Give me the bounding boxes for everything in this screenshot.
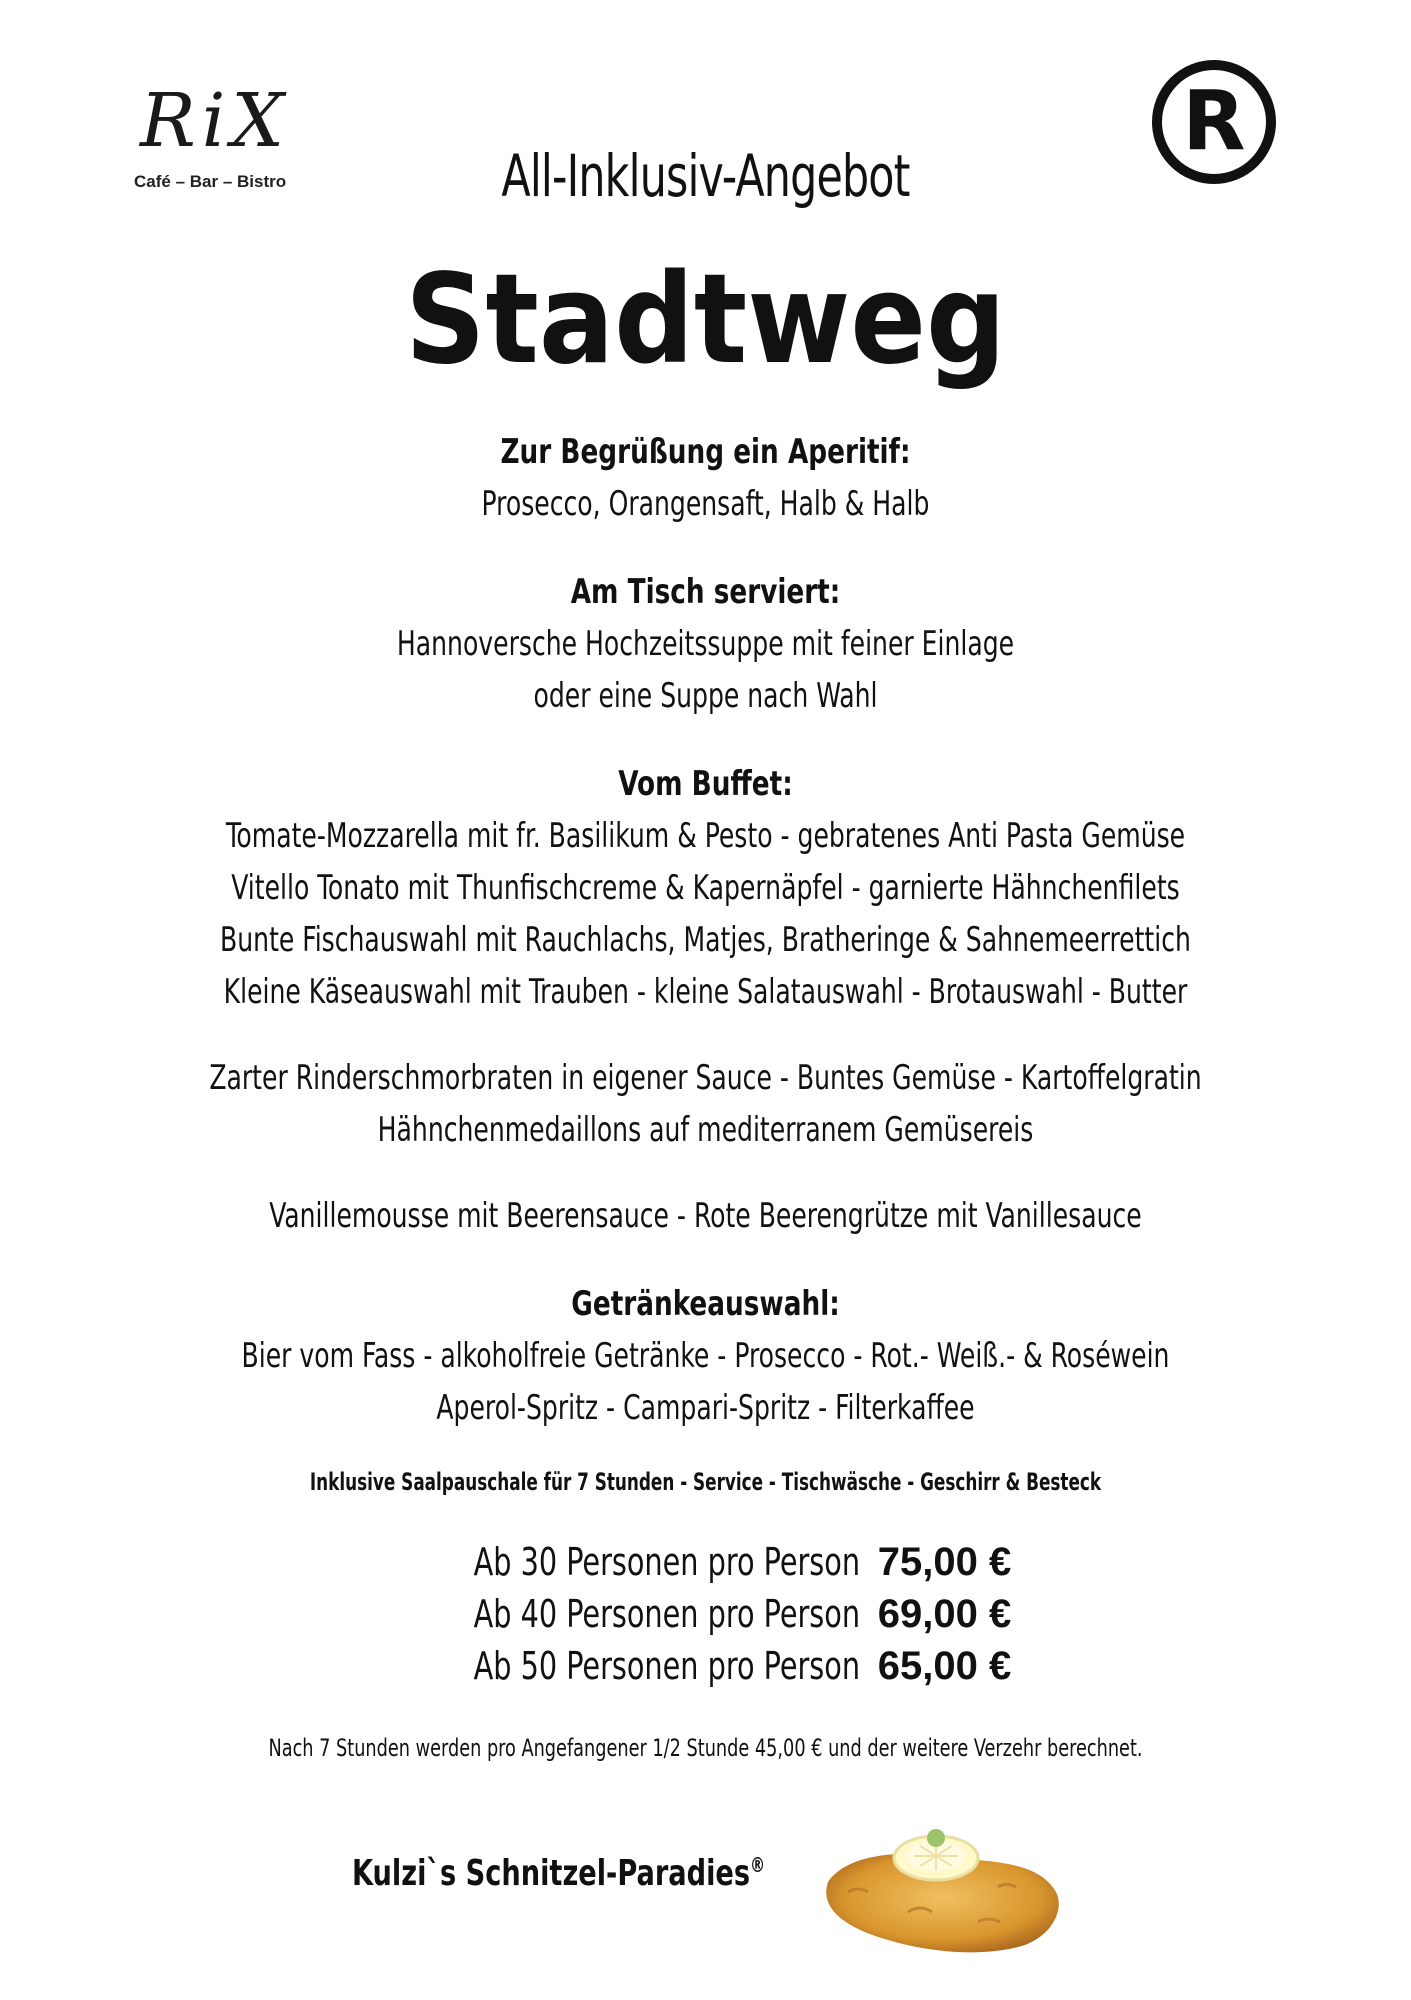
rix-logo-text: RiX (140, 78, 291, 164)
drinks-line: Bier vom Fass - alkoholfreie Getränke - Prosecco - Rot.- Weiß.- & Roséwein (241, 1336, 1170, 1376)
page-title: Stadtweg (405, 248, 1006, 392)
drinks-heading: Getränkeauswahl: (571, 1284, 840, 1324)
aperitif-heading: Zur Begrüßung ein Aperitif: (500, 432, 911, 472)
buffet-line: Tomate-Mozzarella mit fr. Basilikum & Pesto - gebratenes Anti Pasta Gemüse (225, 816, 1186, 856)
inclusive-note: Inklusive Saalpauschale für 7 Stunden - Service - Tischwäsche - Geschirr & Besteck (309, 1468, 1102, 1496)
buffet-line: Kleine Käseauswahl mit Trauben - kleine Salatauswahl - Brotauswahl - Butter (223, 972, 1188, 1012)
table-service-line-1: Hannoversche Hochzeitssuppe mit feiner Einlage (396, 624, 1015, 664)
price-row (0, 1644, 1411, 1689)
table-service-heading: Am Tisch serviert: (570, 572, 841, 612)
offer-subtitle: All-Inklusiv-Angebot (501, 142, 910, 210)
extra-hours-note: Nach 7 Stunden werden pro Angefangener 1/2 Stunde 45,00 € und der weitere Verzehr berechnet. (268, 1734, 1143, 1762)
rix-logo-tagline: Café – Bar – Bistro (134, 172, 287, 191)
price-amount: 69,00 € (877, 1592, 1012, 1636)
footer-brand (352, 1853, 765, 1894)
table-service-line-2: oder eine Suppe nach Wahl (533, 676, 878, 716)
price-row (0, 1592, 1411, 1637)
main-course-line: Zarter Rinderschmorbraten in eigener Sauce - Buntes Gemüse - Kartoffelgratin (209, 1058, 1202, 1098)
price-label: Ab 40 Personen pro Person (473, 1592, 860, 1636)
dessert-line: Vanillemousse mit Beerensauce - Rote Beerengrütze mit Vanillesauce (269, 1196, 1142, 1236)
buffet-line: Bunte Fischauswahl mit Rauchlachs, Matjes, Bratheringe & Sahnemeerrettich (220, 920, 1191, 960)
aperitif-items: Prosecco, Orangensaft, Halb & Halb (481, 484, 930, 524)
price-row (0, 1540, 1411, 1585)
price-label: Ab 30 Personen pro Person (473, 1540, 860, 1584)
price-amount: 75,00 € (877, 1540, 1012, 1584)
buffet-line: Vitello Tonato mit Thunfischcreme & Kapernäpfel - garnierte Hähnchenfilets (231, 868, 1180, 908)
main-course-line: Hähnchenmedaillons auf mediterranem Gemüsereis (377, 1110, 1034, 1150)
price-label: Ab 50 Personen pro Person (473, 1644, 860, 1688)
buffet-heading: Vom Buffet: (618, 764, 793, 804)
price-amount: 65,00 € (877, 1644, 1012, 1688)
registered-r-icon: R (1152, 60, 1276, 184)
schnitzel-with-lemon-icon (818, 1812, 1068, 1962)
footer-brand-name: Kulzi`s Schnitzel-Paradies (352, 1853, 751, 1894)
registered-mark: ® (750, 1853, 766, 1877)
drinks-line: Aperol-Spritz - Campari-Spritz - Filterkaffee (436, 1388, 975, 1428)
